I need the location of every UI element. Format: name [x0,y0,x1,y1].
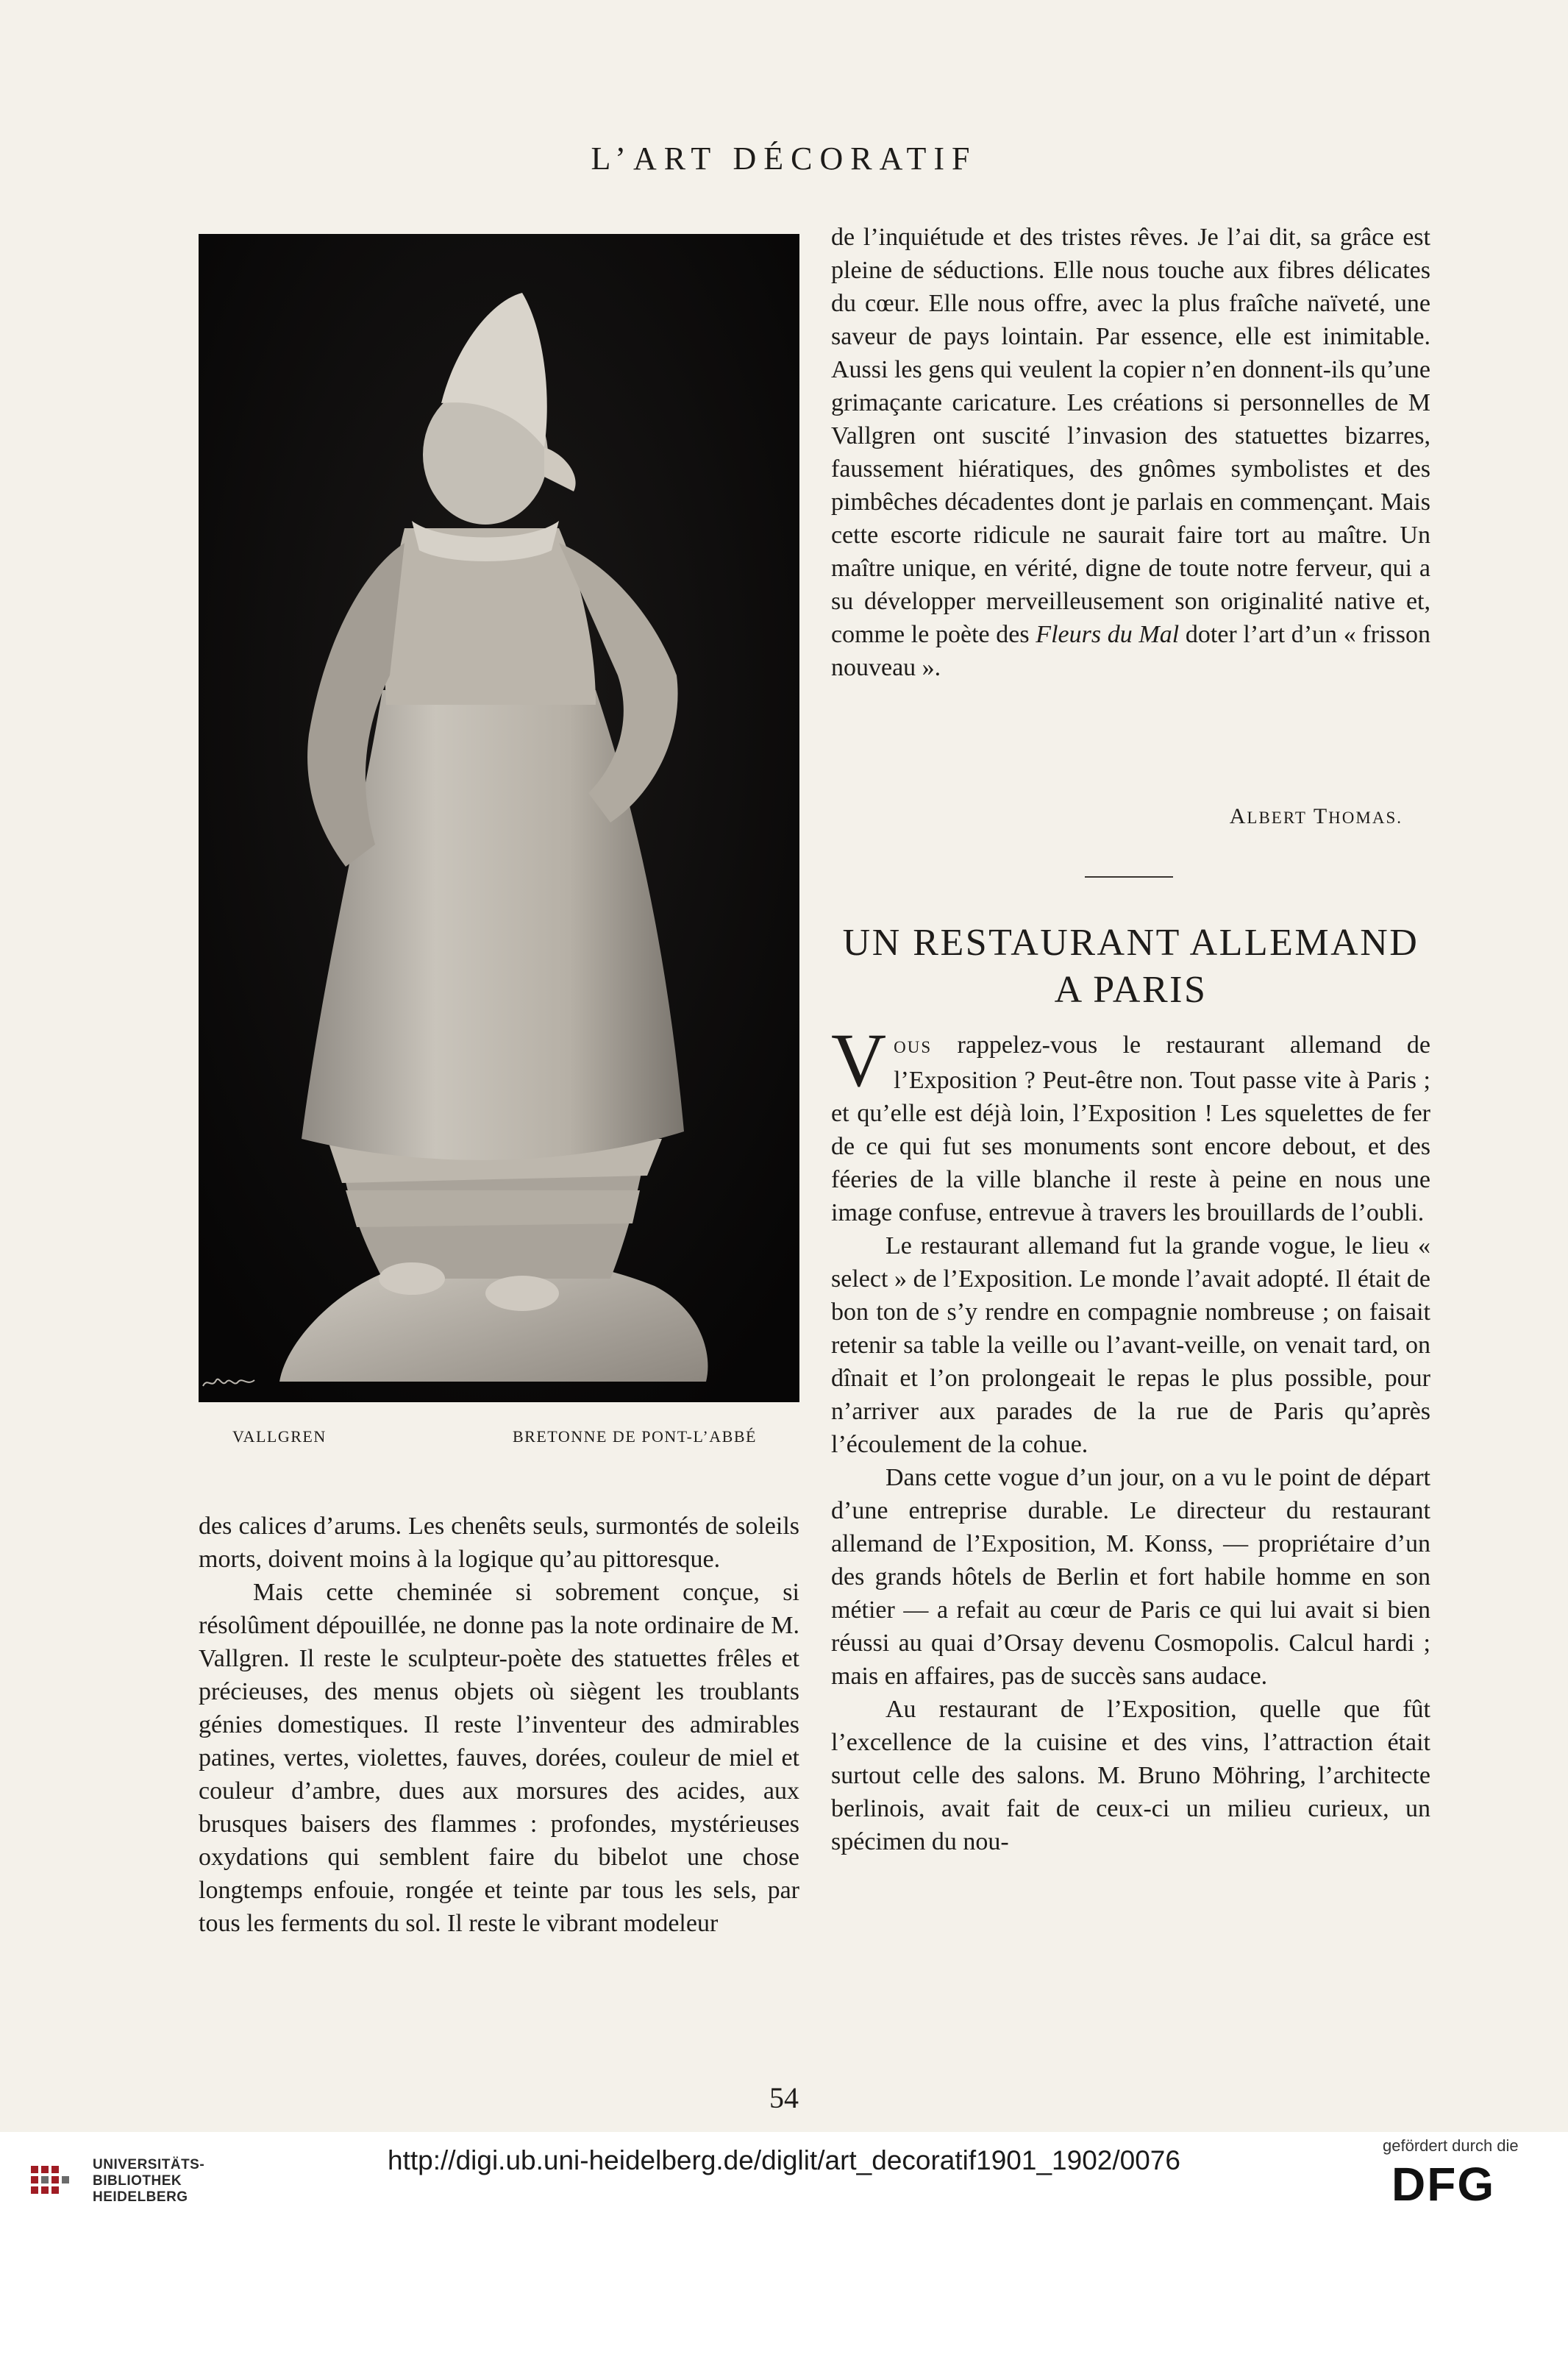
drop-cap: V [831,1018,887,1103]
article-paragraph-1: VOUS rappelez-vous le restaurant allemand de l’Exposition ? Peut-être non. Tout passe vite à Paris ; et qu’elle est déjà loin, l’Exposition ! Les squelettes de fer de ce qui fut ses monuments sont encore debout, et des féeries de la ville blanche il reste à peine en nous une image confuse, entrevue à travers les brouillards de l’oubli. [831,1018,1430,1226]
left-column [199,1510,799,1940]
dfg-logo: DFG [1391,2158,1496,2211]
section-divider [1085,876,1173,878]
funding-note: gefördert durch die [1383,2136,1519,2155]
caption-title: BRETONNE DE PONT-L’ABBÉ [513,1427,757,1446]
running-header: L’ART DÉCORATIF [591,141,977,177]
caption-artist: VALLGREN [232,1427,327,1446]
engraver-signature [200,1370,259,1392]
article-title [831,920,1430,1014]
page-number: 54 [769,2081,799,2114]
article-body [831,1018,1430,1858]
right-paragraph-1: de l’inquiétude et des tristes rêves. Je l’ai dit, sa grâce est pleine de séductions. Elle nous touche aux fibres délicates du cœur. Elle nous offre, avec la plus fraîche naïveté, une saveur de pays lointain. Par essence, elle est inimitable. Aussi les gens qui veulent la copier n’en donnent-ils qu’une grimaçante caricature. Les créations si personnelles de M Vallgren ont suscité l’invasion des statuettes bizarres, faussement hiératiques, des gnômes symbolistes et des pimbêches décadentes dont je parlais en commençant. Mais cette escorte ridicule ne saurait faire tort au maître. Un maître unique, en vérité, digne de toute notre ferveur, qui a su développer merveilleusement son originalité native et, comme le poète des Fleurs du Mal doter l’art d’un « frisson nouveau ». [831,224,1430,681]
article-paragraph-3: Dans cette vogue d’un jour, on a vu le point de départ d’une entreprise durable. Le directeur du restaurant allemand de l’Exposition, M. Konss, — propriétaire d’un des grands hôtels de Berlin et fort habile homme en son métier — a refait au cœur de Paris ce qui lui avait si bien réussi au quai d’Orsay devenu Cosmopolis. Calcul hardi ; mais en affaires, pas de succès sans audace. [831,1464,1430,1690]
article-title-line-2: A PARIS [1054,969,1208,1011]
article-paragraph-4: Au restaurant de l’Exposition, quelle que fût l’excellence de la cuisine et des vins, l’attraction était surtout celle des salons. M. Bruno Möhring, l’architecte berlinois, avait fait de ceux-ci un milieu curieux, un spécimen du nou- [831,1696,1430,1855]
article-title-line-1: UN RESTAURANT ALLEMAND [842,922,1419,964]
statuette-photograph [199,234,799,1402]
book-title: Fleurs du Mal [1036,621,1180,648]
library-name: UNIVERSITÄTS- BIBLIOTHEK HEIDELBERG [93,2157,205,2205]
permalink-url[interactable]: http://digi.ub.uni-heidelberg.de/diglit/art_decoratif1901_1902/0076 [388,2145,1180,2175]
article-paragraph-2: Le restaurant allemand fut la grande vogue, le lieu « select » de l’Exposition. Le monde l’avait adopté. Il était de bon ton de s’y rendre en compagnie nombreuse ; on faisait retenir sa table la veille ou l’avant-veille, on venait tard, on dînait et l’on prolongeait le repas le plus possible, pour n’arriver aux parades de la rue de Paris qu’après l’écoulement de la cohue. [831,1232,1430,1458]
left-paragraph-1: des calices d’arums. Les chenêts seuls, surmontés de soleils morts, doivent moins à la logique qu’au pittoresque. [199,1513,799,1573]
right-column-top [831,221,1430,684]
statuette-illustration [199,234,799,1402]
author-signature: ALBERT THOMAS. [1229,804,1403,828]
left-paragraph-2: Mais cette cheminée si sobrement conçue, si résolûment dépouillée, ne donne pas la note ordinaire de M. Vallgren. Il reste le sculpteur-poète des statuettes frêles et précieuses, des menus objets où siègent les troublants génies domestiques. Il reste l’inventeur des admirables patines, vertes, violettes, fauves, dorées, couleur de miel et couleur d’ambre, dues aux morsures des acides, aux brusques baisers des flammes : profondes, mystérieuses oxydations qui semblent faire du bibelot une chose longtemps enfouie, rongée et teinte par tous les sels, par tous les ferments du sol. Il reste le vibrant modeleur [199,1579,799,1937]
